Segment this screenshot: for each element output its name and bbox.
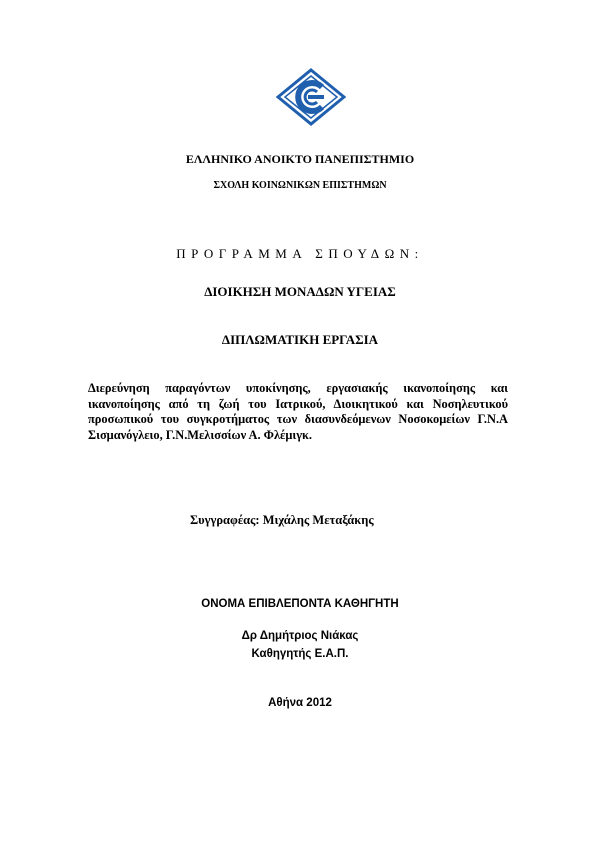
supervisor-title: Καθηγητής Ε.Α.Π. — [251, 648, 349, 660]
university-name: ΕΛΛΗΝΙΚΟ ΑΝΟΙΚΤΟ ΠΑΝΕΠΙΣΤΗΜΙΟ — [185, 152, 415, 166]
thesis-title: Διερεύνηση παραγόντων υποκίνησης, εργασιακής ικανοποίησης και ικανοποίησης από τη ζωή του Ιατρικού, Διοικητικού και Νοσηλευτικού προσωπικού του συγκροτήματος των διασυνδεόμενων Νοσοκομείων Γ.Ν.Α Σισμανόγλειο, Γ.Ν.Μελισσίων Α. Φλέμιγκ. — [88, 381, 508, 442]
program-name: ΔΙΟΙΚΗΣΗ ΜΟΝΑΔΩΝ ΥΓΕΙΑΣ — [204, 284, 396, 299]
author: Συγγραφέας: Μιχάλης Μεταξάκης — [190, 513, 374, 527]
program-label: ΠΡΟΓΡΑΜΜΑ ΣΠΟΥΔΩΝ: — [176, 246, 424, 261]
place-date: Αθήνα 2012 — [268, 697, 332, 709]
school-name: ΣΧΟΛΗ ΚΟΙΝΩΝΙΚΩΝ ΕΠΙΣΤΗΜΩΝ — [213, 180, 387, 191]
university-logo-icon — [276, 68, 346, 126]
supervisor-label: ΟΝΟΜΑ ΕΠΙΒΛΕΠΟΝΤΑ ΚΑΘΗΓΗΤΗ — [201, 598, 399, 610]
document-type: ΔΙΠΛΩΜΑΤΙΚΗ ΕΡΓΑΣΙΑ — [221, 332, 379, 347]
supervisor-name: Δρ Δημήτριος Νιάκας — [241, 630, 359, 642]
